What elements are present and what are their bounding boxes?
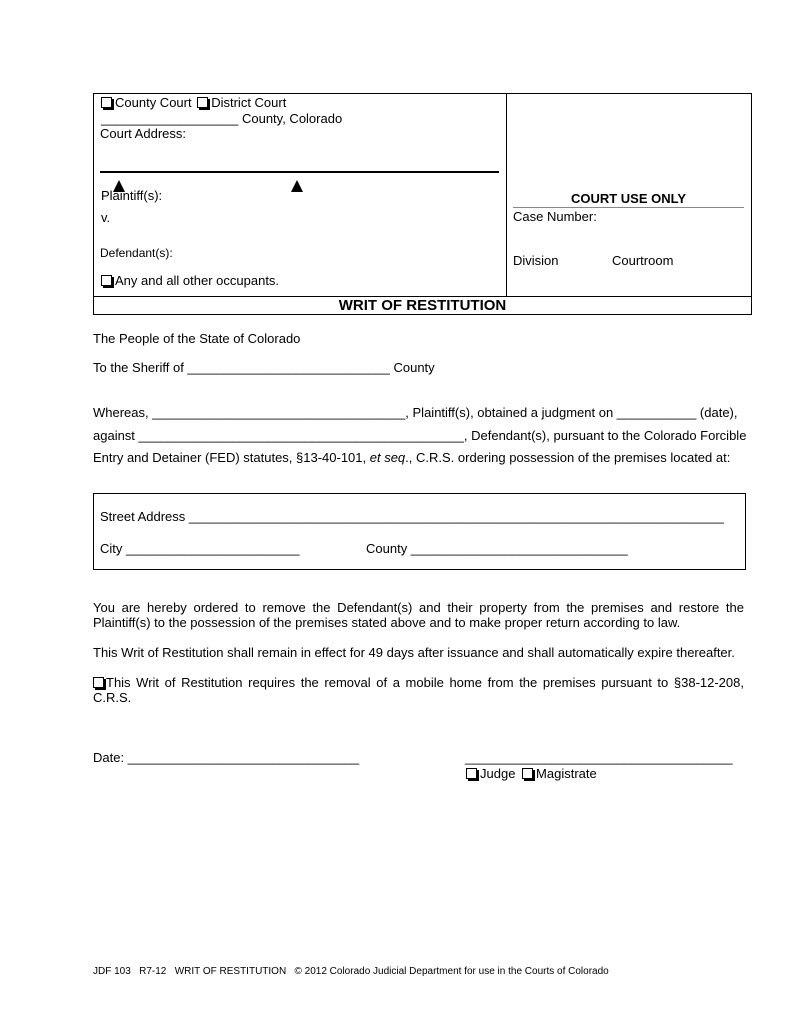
whereas-line: Whereas, ___________________________________, Plaintiff(s), obtained a judgment on ___________ (date), (93, 405, 738, 420)
et-seq-text: et seq (369, 450, 406, 465)
other-occupants-row (101, 273, 279, 288)
county-court-checkbox[interactable] (101, 97, 112, 108)
courtroom-label: Courtroom (612, 253, 674, 268)
officer-type-row (466, 766, 597, 781)
premises-address-box (93, 493, 746, 570)
judge-checkbox[interactable] (466, 768, 477, 779)
triangle-marker-right-icon (291, 180, 303, 192)
district-court-checkbox[interactable] (197, 97, 208, 108)
defendants-label: Defendant(s): (100, 246, 173, 260)
fed-statute-line (93, 450, 730, 465)
magistrate-checkbox[interactable] (522, 768, 533, 779)
versus-label: v. (101, 210, 111, 225)
order-paragraph: You are hereby ordered to remove the Defendant(s) and their property from the premises and restore the Plaintiff(s) to the possession of the premises stated above and to make proper return according to law. (93, 600, 744, 630)
address-separator-line (100, 171, 499, 173)
date-field[interactable]: Date: ________________________________ (93, 750, 360, 765)
caption-divider-vertical (506, 93, 507, 296)
mobile-home-checkbox[interactable] (93, 677, 104, 688)
magistrate-label: Magistrate (536, 766, 597, 781)
street-address-field[interactable]: Street Address __________________________________________________________________________ (100, 509, 724, 524)
county-line: ___________________ County, Colorado (101, 111, 343, 126)
other-occupants-label: Any and all other occupants. (115, 273, 280, 288)
fed-statute-text-a: Entry and Detainer (FED) statutes, §13-40-101, (93, 450, 370, 465)
against-line: against _____________________________________________, Defendant(s), pursuant to the Colorado Forcible (93, 428, 747, 443)
mobile-home-paragraph (93, 675, 744, 705)
document-title: WRIT OF RESTITUTION (338, 297, 507, 314)
mobile-home-text: This Writ of Restitution requires the removal of a mobile home from the premises pursuant to §38-12-208, C.R.S. (93, 675, 744, 705)
district-court-label: District Court (211, 95, 287, 110)
city-field[interactable]: City ________________________ (100, 541, 300, 556)
people-line: The People of the State of Colorado (93, 331, 301, 346)
fed-statute-text-b: ., C.R.S. ordering possession of the premises located at: (405, 450, 731, 465)
sheriff-line: To the Sheriff of ____________________________ County (93, 360, 435, 375)
court-address-label: Court Address: (100, 126, 186, 141)
county-court-label: County Court (115, 95, 192, 110)
other-occupants-checkbox[interactable] (101, 275, 112, 286)
county-field[interactable]: County ______________________________ (366, 541, 628, 556)
plaintiffs-label: Plaintiff(s): (101, 188, 163, 203)
form-footer: JDF 103 R7-12 WRIT OF RESTITUTION © 2012 Colorado Judicial Department for use in the Courts of Colorado (93, 966, 609, 977)
judge-label: Judge (480, 766, 516, 781)
court-use-only-underline (513, 207, 744, 208)
division-label: Division (513, 253, 559, 268)
court-use-only-label: COURT USE ONLY (570, 191, 687, 206)
signature-line[interactable]: _____________________________________ (465, 750, 733, 765)
court-type-row (101, 95, 286, 110)
case-number-label: Case Number: (513, 209, 597, 224)
effect-paragraph: This Writ of Restitution shall remain in effect for 49 days after issuance and shall automatically expire thereafter. (93, 645, 735, 660)
